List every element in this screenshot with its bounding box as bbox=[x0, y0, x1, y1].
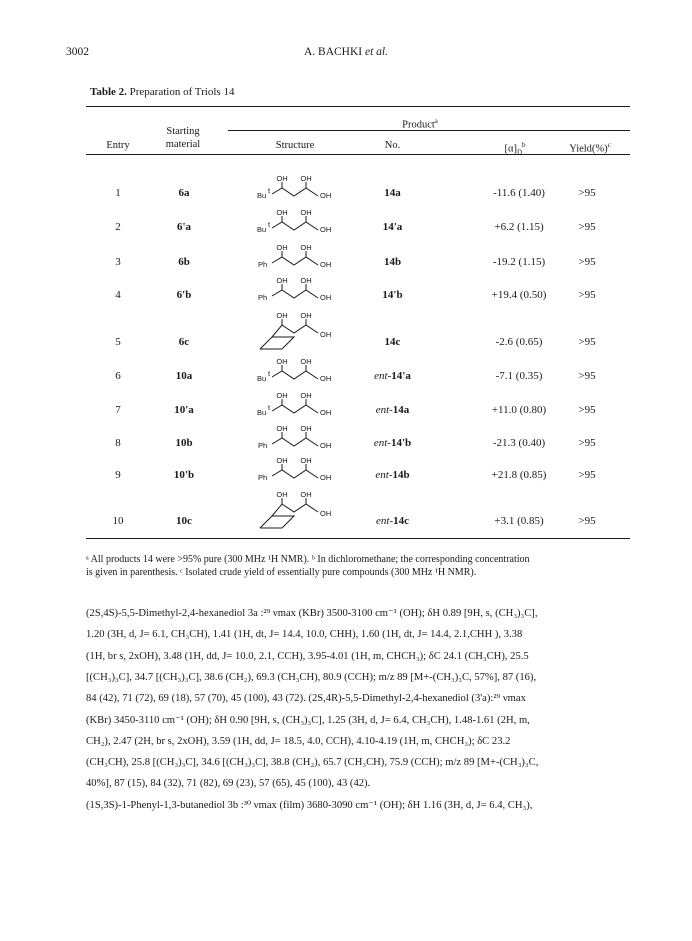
structure-drawing bbox=[256, 208, 356, 238]
running-header-etal: et al. bbox=[365, 46, 388, 58]
header-rotation-symbol: [α] bbox=[504, 143, 517, 155]
cell-product-no bbox=[355, 514, 430, 528]
cell-yield: >95 bbox=[578, 437, 596, 449]
structure-drawing bbox=[256, 482, 356, 532]
hydroxyl-label: OH bbox=[300, 311, 312, 320]
tert-butyl-label: Bu bbox=[257, 225, 267, 234]
header-starting-line2: material bbox=[165, 139, 201, 150]
hydroxyl-label: OH bbox=[300, 456, 312, 465]
product-no-label: 14c bbox=[384, 336, 401, 348]
cell-product-no bbox=[355, 220, 430, 234]
hydroxyl-label: OH bbox=[300, 276, 312, 285]
footnote-line-1: ᵃ All products 14 were >95% pure (300 MHz ¹H NMR). ᵇ In dichloromethane; the corresponding concentration bbox=[86, 554, 530, 565]
tert-butyl-superscript: t bbox=[268, 220, 271, 229]
terminal-hydroxyl-label: OH bbox=[320, 225, 332, 234]
cell-yield: >95 bbox=[578, 370, 596, 382]
cell-yield: >95 bbox=[578, 187, 596, 199]
hydroxyl-label: OH bbox=[276, 174, 288, 183]
header-starting-material bbox=[148, 125, 218, 151]
cell-starting-material: 10b bbox=[175, 437, 193, 449]
tert-butyl-label: Bu bbox=[257, 408, 267, 417]
cell-yield: >95 bbox=[578, 515, 596, 527]
cell-yield: >95 bbox=[578, 404, 596, 416]
terminal-hydroxyl-label: OH bbox=[320, 509, 332, 518]
carbon-chain bbox=[272, 371, 318, 379]
hydroxyl-label: OH bbox=[276, 391, 288, 400]
cell-product-no bbox=[355, 403, 430, 417]
header-rotation-mark: b bbox=[522, 141, 526, 149]
product-no-label: 14a bbox=[392, 404, 410, 416]
cell-starting-material: 10c bbox=[176, 515, 192, 527]
hydroxyl-label: OH bbox=[300, 490, 312, 499]
header-entry: Entry bbox=[106, 140, 130, 151]
cell-rotation: +3.1 (0.85) bbox=[494, 515, 544, 527]
header-yield-label: Yield(%) bbox=[569, 143, 608, 155]
table-caption-text: Preparation of Triols 14 bbox=[129, 86, 235, 98]
cell-product-no bbox=[355, 468, 430, 482]
running-header-author: A. BACHKI bbox=[303, 46, 363, 58]
terminal-hydroxyl-label: OH bbox=[320, 330, 332, 339]
product-no-label: 14a bbox=[384, 187, 401, 199]
product-no-label: 14c bbox=[393, 515, 409, 527]
experimental-line: [(CH₃)₃C], 34.7 [(CH₃)₃C], 38.6 (CH₂), 69.3 (CH₃CH), 80.9 (CCH); m/z 89 [M+-(CH₃)₃C, 57%], 87 (16), bbox=[86, 671, 537, 683]
cell-starting-material: 10'a bbox=[174, 404, 194, 416]
hydroxyl-label: OH bbox=[300, 357, 312, 366]
tert-butyl-superscript: t bbox=[268, 369, 271, 378]
header-product-label: Product bbox=[402, 119, 435, 131]
hydroxyl-label: OH bbox=[276, 424, 288, 433]
cell-entry: 1 bbox=[115, 187, 121, 199]
header-rotation-sub: D bbox=[516, 148, 523, 157]
cell-rotation: +11.0 (0.80) bbox=[491, 404, 547, 416]
hydroxyl-label: OH bbox=[300, 391, 312, 400]
cell-rotation: -7.1 (0.35) bbox=[495, 370, 543, 382]
structure-drawing bbox=[256, 276, 356, 306]
tert-butyl-superscript: t bbox=[268, 186, 271, 195]
experimental-line: 40%], 87 (15), 84 (32), 71 (82), 69 (23), 57 (65), 45 (100), 43 (42). bbox=[86, 778, 371, 790]
phenyl-label: Ph bbox=[258, 293, 268, 302]
cell-entry: 5 bbox=[115, 336, 121, 348]
header-structure: Structure bbox=[275, 140, 315, 151]
carbon-chain bbox=[272, 257, 318, 265]
carbon-chain bbox=[272, 325, 318, 337]
cell-entry: 3 bbox=[115, 256, 121, 268]
cyclohexane-ring bbox=[260, 516, 294, 528]
experimental-line: (2S,4S)-5,5-Dimethyl-2,4-hexanediol 3a :²⁹ νmax (KBr) 3500-3100 cm⁻¹ (OH); δH 0.89 [9H, s, (CH₃)₃C], bbox=[86, 608, 538, 619]
table-bottom-rule bbox=[86, 538, 630, 539]
hydroxyl-label: OH bbox=[300, 174, 312, 183]
header-starting-line1: Starting bbox=[166, 126, 200, 137]
cell-starting-material: 6a bbox=[178, 187, 190, 199]
product-no-prefix: ent- bbox=[376, 515, 394, 527]
carbon-chain bbox=[272, 438, 318, 446]
experimental-line: (1H, br s, 2xOH), 3.48 (1H, dd, J= 10.0, 2.1, CCH), 3.95-4.01 (1H, m, CHCH₃); δC 24.1 (CH₃CH), 25.5 bbox=[86, 650, 529, 662]
header-product-mark: a bbox=[434, 117, 438, 125]
product-no-prefix: ent- bbox=[375, 404, 393, 416]
cell-entry: 9 bbox=[115, 469, 121, 481]
product-no-label: 14'a bbox=[391, 370, 411, 382]
structure-drawing bbox=[256, 174, 356, 204]
structure-drawing bbox=[256, 357, 356, 387]
product-no-prefix: ent- bbox=[375, 469, 393, 481]
header-product-group bbox=[360, 115, 480, 132]
cell-yield: >95 bbox=[578, 256, 596, 268]
cell-rotation: -21.3 (0.40) bbox=[492, 437, 546, 449]
hydroxyl-label: OH bbox=[276, 208, 288, 217]
phenyl-label: Ph bbox=[258, 473, 268, 482]
phenyl-label: Ph bbox=[258, 260, 268, 269]
cell-rotation: -11.6 (1.40) bbox=[493, 187, 545, 199]
cell-starting-material: 6c bbox=[178, 336, 190, 348]
structure-drawing bbox=[256, 243, 356, 273]
tert-butyl-label: Bu bbox=[257, 374, 267, 383]
cell-yield: >95 bbox=[578, 289, 596, 301]
phenyl-label: Ph bbox=[258, 441, 268, 450]
terminal-hydroxyl-label: OH bbox=[320, 408, 332, 417]
experimental-line: (KBr) 3450-3110 cm⁻¹ (OH); δH 0.90 [9H, s, (CH₃)₃C], 1.25 (3H, d, J= 6.4, CH₃CH), 1.48-1.61 (2H, m, bbox=[86, 714, 530, 726]
carbon-chain bbox=[272, 290, 318, 298]
cell-rotation: -19.2 (1.15) bbox=[492, 256, 546, 268]
hydroxyl-label: OH bbox=[276, 456, 288, 465]
tert-butyl-superscript: t bbox=[268, 403, 271, 412]
cell-yield: >95 bbox=[578, 469, 596, 481]
carbon-chain bbox=[272, 470, 318, 478]
terminal-hydroxyl-label: OH bbox=[320, 441, 332, 450]
cell-product-no bbox=[355, 335, 430, 349]
carbon-chain bbox=[272, 188, 318, 196]
table-footnotes bbox=[86, 553, 626, 579]
hydroxyl-label: OH bbox=[276, 311, 288, 320]
product-no-label: 14b bbox=[392, 469, 410, 481]
hydroxyl-label: OH bbox=[276, 490, 288, 499]
header-no: No. bbox=[384, 140, 401, 151]
product-no-prefix: ent- bbox=[374, 370, 392, 382]
header-yield bbox=[550, 139, 630, 156]
product-no-label: 14b bbox=[383, 256, 402, 268]
cell-product-no bbox=[355, 369, 430, 383]
product-no-prefix: ent- bbox=[373, 437, 391, 449]
carbon-chain bbox=[272, 222, 318, 230]
hydroxyl-label: OH bbox=[300, 208, 312, 217]
hydroxyl-label: OH bbox=[276, 276, 288, 285]
cell-product-no bbox=[355, 288, 430, 302]
cell-starting-material: 10a bbox=[175, 370, 193, 382]
cell-starting-material: 10'b bbox=[173, 469, 195, 481]
structure-drawing bbox=[256, 391, 356, 421]
cell-entry: 10 bbox=[112, 515, 124, 527]
product-no-label: 14'a bbox=[382, 221, 403, 233]
cell-entry: 7 bbox=[115, 404, 121, 416]
cell-starting-material: 6'a bbox=[176, 221, 192, 233]
terminal-hydroxyl-label: OH bbox=[320, 374, 332, 383]
carbon-chain bbox=[272, 405, 318, 413]
hydroxyl-label: OH bbox=[300, 424, 312, 433]
cell-starting-material: 6'b bbox=[176, 289, 192, 301]
cell-entry: 8 bbox=[115, 437, 121, 449]
cell-yield: >95 bbox=[578, 221, 596, 233]
table-top-rule bbox=[86, 106, 630, 107]
table-caption-label: Table 2. bbox=[90, 86, 127, 98]
header-rotation bbox=[470, 139, 560, 160]
cell-product-no bbox=[355, 255, 430, 269]
terminal-hydroxyl-label: OH bbox=[320, 473, 332, 482]
cell-rotation: +21.8 (0.85) bbox=[491, 469, 547, 481]
product-no-label: 14'b bbox=[382, 289, 403, 301]
table-caption bbox=[90, 86, 234, 98]
experimental-line: CH₂), 2.47 (2H, br s, 2xOH), 3.59 (1H, dd, J= 18.5, 4.0, CCH), 4.10-4.19 (1H, m, CHCH₃); δC 23.2 bbox=[86, 735, 511, 747]
cell-entry: 4 bbox=[115, 289, 121, 301]
experimental-line: (CH₃CH), 25.8 [(CH₃)₃C], 34.6 [(CH₃)₃C], 38.8 (CH₂), 65.7 (CH₃CH), 75.9 (CCH); m/z 89 [M+-(CH₃)₃C, bbox=[86, 757, 539, 769]
hydroxyl-label: OH bbox=[276, 357, 288, 366]
cyclohexane-ring bbox=[260, 337, 294, 349]
experimental-line: (1S,3S)-1-Phenyl-1,3-butanediol 3b :³⁰ νmax (film) 3680-3090 cm⁻¹ (OH); δH 1.16 (3H, d, J= 6.4, CH₃), bbox=[86, 799, 533, 811]
cell-product-no bbox=[355, 436, 430, 450]
experimental-line: 84 (42), 71 (72), 69 (18), 57 (70), 45 (100), 43 (72). (2S,4R)-5,5-Dimethyl-2,4-hexanediol (3'a):²⁹ νmax bbox=[86, 693, 526, 705]
experimental-line: 1.20 (3H, d, J= 6.1, CH₃CH), 1.41 (1H, dt, J= 14.4, 10.0, CHH), 1.60 (1H, dt, J= 14.4, 2.1,CHH ), 3.38 bbox=[86, 629, 523, 641]
terminal-hydroxyl-label: OH bbox=[320, 191, 332, 200]
cell-rotation: -2.6 (0.65) bbox=[495, 336, 543, 348]
cell-yield: >95 bbox=[578, 336, 596, 348]
terminal-hydroxyl-label: OH bbox=[320, 260, 332, 269]
header-yield-mark: c bbox=[607, 141, 611, 149]
carbon-chain bbox=[272, 504, 318, 516]
cell-product-no bbox=[355, 186, 430, 200]
cell-entry: 6 bbox=[115, 370, 121, 382]
cell-entry: 2 bbox=[115, 221, 121, 233]
page-number: 3002 bbox=[66, 46, 89, 58]
footnote-line-2: is given in parenthesis. ᶜ Isolated crude yield of essentially pure compounds (300 MHz ¹H NMR). bbox=[86, 567, 477, 578]
product-no-label: 14'b bbox=[390, 437, 412, 449]
structure-drawing bbox=[256, 424, 356, 454]
terminal-hydroxyl-label: OH bbox=[320, 293, 332, 302]
running-header bbox=[0, 46, 692, 58]
cell-starting-material: 6b bbox=[178, 256, 190, 268]
hydroxyl-label: OH bbox=[300, 243, 312, 252]
cell-rotation: +19.4 (0.50) bbox=[491, 289, 547, 301]
hydroxyl-label: OH bbox=[276, 243, 288, 252]
tert-butyl-label: Bu bbox=[257, 191, 267, 200]
structure-drawing bbox=[256, 303, 356, 353]
cell-rotation: +6.2 (1.15) bbox=[494, 221, 544, 233]
